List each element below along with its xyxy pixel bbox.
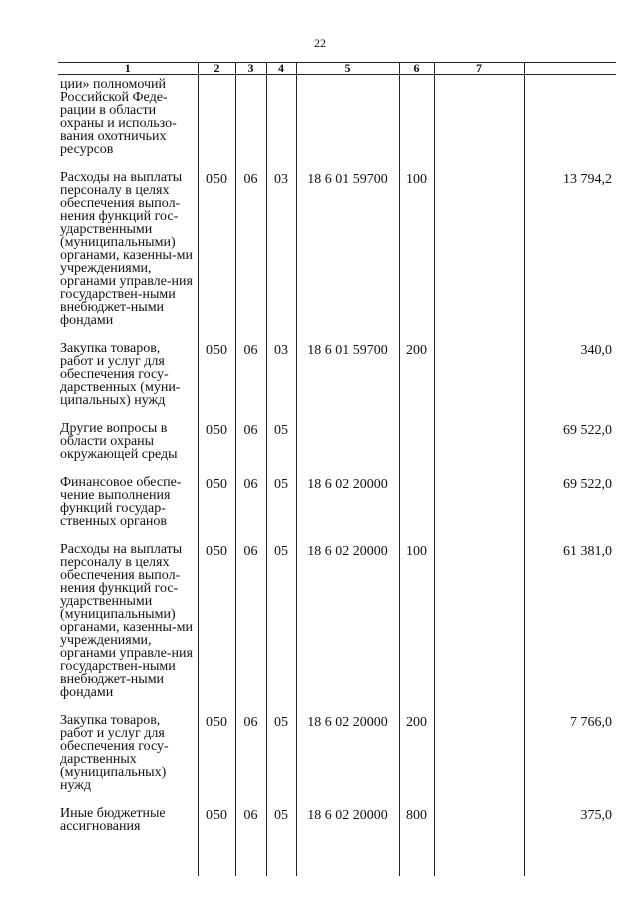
table-row [58, 807, 616, 848]
tail-cell [434, 848, 524, 876]
row-col-2: 050 [198, 342, 235, 422]
tail-cell [399, 848, 434, 876]
row-col-6 [399, 422, 434, 476]
row-col-5: 18 6 02 20000 [296, 543, 399, 714]
row-col-3: 06 [235, 543, 266, 714]
row-amount: 69 522,0 [524, 422, 616, 476]
row-col-5: 18 6 01 59700 [296, 342, 399, 422]
row-col-2: 050 [198, 807, 235, 848]
row-col-4 [266, 75, 296, 172]
row-amount: 375,0 [524, 807, 616, 848]
header-col-2: 2 [198, 63, 235, 75]
header-col-4: 4 [266, 63, 296, 75]
row-col-7 [434, 342, 524, 422]
table-row [58, 171, 616, 342]
row-col-4: 05 [266, 714, 296, 807]
table-row [58, 714, 616, 807]
tail-cell [198, 848, 235, 876]
row-col-6: 800 [399, 807, 434, 848]
row-col-3: 06 [235, 807, 266, 848]
tail-cell [235, 848, 266, 876]
row-col-3: 06 [235, 714, 266, 807]
row-col-6: 100 [399, 171, 434, 342]
row-col-3: 06 [235, 422, 266, 476]
row-col-7 [434, 807, 524, 848]
row-col-2 [198, 75, 235, 172]
table-row [58, 342, 616, 422]
row-col-2: 050 [198, 476, 235, 543]
page-number: 22 [314, 36, 326, 50]
row-name: Финансовое обеспе-чение выполнения функций государ-ственных органов [60, 475, 182, 529]
table-row [58, 476, 616, 543]
row-col-7 [434, 476, 524, 543]
row-col-7 [434, 714, 524, 807]
header-col-1: 1 [58, 63, 198, 75]
row-col-4: 05 [266, 807, 296, 848]
row-col-6 [399, 75, 434, 172]
header-row [58, 63, 616, 75]
row-col-3: 06 [235, 476, 266, 543]
row-col-6: 200 [399, 714, 434, 807]
row-col-6 [399, 476, 434, 543]
tail-cell [524, 848, 616, 876]
tail-cell [266, 848, 296, 876]
row-name: Иные бюджетные ассигнования [60, 806, 166, 834]
row-col-7 [434, 171, 524, 342]
row-col-7 [434, 543, 524, 714]
row-amount: 13 794,2 [524, 171, 616, 342]
row-col-2: 050 [198, 171, 235, 342]
header-col-7: 7 [434, 63, 524, 75]
row-col-5 [296, 75, 399, 172]
row-name: Закупка товаров, работ и услуг для обеспечения госу-дарственных (муни-ципальных) нужд [60, 341, 181, 408]
row-col-6: 100 [399, 543, 434, 714]
row-col-4: 05 [266, 422, 296, 476]
row-amount: 340,0 [524, 342, 616, 422]
row-amount: 69 522,0 [524, 476, 616, 543]
row-amount: 7 766,0 [524, 714, 616, 807]
table-row [58, 75, 616, 172]
row-col-4: 05 [266, 476, 296, 543]
header-col-3: 3 [235, 63, 266, 75]
row-col-4: 03 [266, 171, 296, 342]
row-col-4: 03 [266, 342, 296, 422]
row-col-2: 050 [198, 714, 235, 807]
budget-table [58, 62, 616, 876]
row-col-7 [434, 422, 524, 476]
row-name: Расходы на выплаты персоналу в целях обеспечения выпол-нения функций гос-ударственными (муниципальными) органами, казенны-ми учреждениями, органами управле-ния государствен-ными внебюджет-ными фондами [60, 542, 193, 700]
row-name: ции» полномочий Российской Феде-рации в области охраны и использо-вания охотничьих ресурсов [60, 77, 177, 157]
row-col-2: 050 [198, 422, 235, 476]
table-row [58, 543, 616, 714]
row-name: Другие вопросы в области охраны окружающей среды [60, 421, 178, 462]
row-col-5: 18 6 02 20000 [296, 714, 399, 807]
header-col-8 [524, 63, 616, 75]
table-row [58, 422, 616, 476]
table-tail-row [58, 848, 616, 876]
row-col-5: 18 6 01 59700 [296, 171, 399, 342]
row-col-7 [434, 75, 524, 172]
header-col-6: 6 [399, 63, 434, 75]
row-col-5: 18 6 02 20000 [296, 476, 399, 543]
row-col-3: 06 [235, 342, 266, 422]
header-col-5: 5 [296, 63, 399, 75]
row-col-4: 05 [266, 543, 296, 714]
row-amount: 61 381,0 [524, 543, 616, 714]
row-col-5 [296, 422, 399, 476]
row-name: Расходы на выплаты персоналу в целях обеспечения выпол-нения функций гос-ударственными (муниципальными) органами, казенны-ми учреждениями, органами управле-ния государствен-ными внебюджет-ными фондами [60, 170, 193, 328]
row-col-6: 200 [399, 342, 434, 422]
tail-cell [58, 848, 198, 876]
tail-cell [296, 848, 399, 876]
row-col-5: 18 6 02 20000 [296, 807, 399, 848]
row-col-3 [235, 75, 266, 172]
row-amount [524, 75, 616, 172]
row-col-2: 050 [198, 543, 235, 714]
row-name: Закупка товаров, работ и услуг для обеспечения госу-дарственных (муниципальных) нужд [60, 713, 169, 793]
row-col-3: 06 [235, 171, 266, 342]
